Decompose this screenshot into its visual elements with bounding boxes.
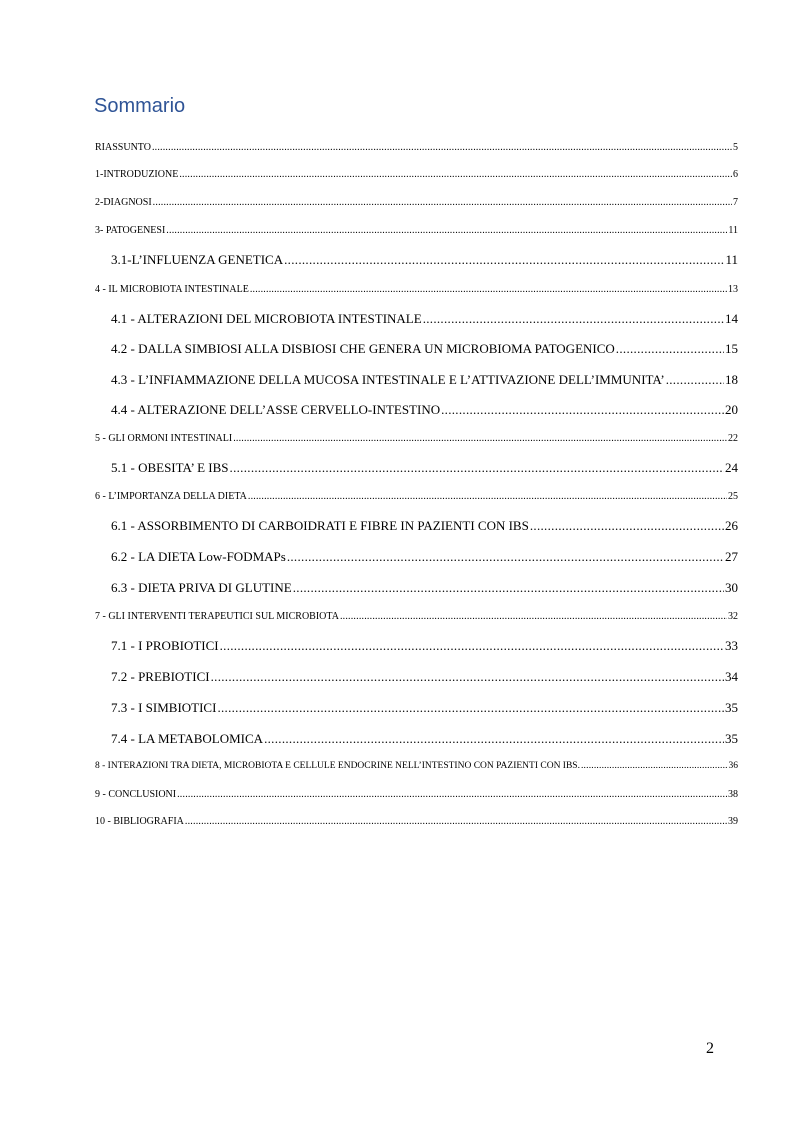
toc-subentry[interactable] bbox=[111, 252, 738, 268]
dot-leader bbox=[248, 491, 727, 502]
dot-leader bbox=[233, 433, 727, 444]
toc-entry-page: 20 bbox=[725, 402, 738, 417]
toc-subentry[interactable] bbox=[111, 700, 738, 716]
dot-leader bbox=[616, 341, 724, 357]
toc-entry-label: 4.4 - ALTERAZIONE DELL’ASSE CERVELLO-INTESTINO bbox=[111, 402, 441, 417]
toc-entry-label: 2-DIAGNOSI bbox=[95, 197, 152, 208]
toc-entry-page: 18 bbox=[725, 372, 738, 387]
toc-entry-page: 34 bbox=[725, 669, 738, 684]
toc-entry-page: 11 bbox=[725, 252, 738, 267]
dot-leader bbox=[250, 284, 727, 295]
toc-entry[interactable] bbox=[95, 433, 738, 444]
toc-entry-page: 5 bbox=[733, 142, 738, 153]
toc-title: Sommario bbox=[94, 95, 186, 117]
toc-entry-label: 9 - CONCLUSIONI bbox=[95, 789, 177, 800]
toc-entry[interactable] bbox=[95, 816, 738, 827]
toc-subentry[interactable] bbox=[111, 638, 738, 654]
dot-leader bbox=[340, 611, 727, 622]
toc-entry-label: RIASSUNTO bbox=[95, 142, 151, 153]
toc-entry-page: 7 bbox=[733, 197, 738, 208]
dot-leader bbox=[264, 731, 724, 747]
toc-entry-label: 7.2 - PREBIOTICI bbox=[111, 669, 210, 684]
toc-subentry[interactable] bbox=[111, 518, 738, 534]
toc-subentry[interactable] bbox=[111, 580, 738, 596]
toc-entry-label: 3- PATOGENESI bbox=[95, 225, 166, 236]
toc-entry-label: 3.1-L’INFLUENZA GENETICA bbox=[111, 252, 284, 267]
toc-subentry[interactable] bbox=[111, 311, 738, 327]
toc-entry-page: 24 bbox=[725, 460, 738, 475]
toc-entry-label: 7.4 - LA METABOLOMICA bbox=[111, 731, 264, 746]
dot-leader bbox=[230, 460, 724, 476]
toc-entry-label: 6.2 - LA DIETA Low-FODMAPs bbox=[111, 549, 286, 564]
toc-entry-page: 39 bbox=[728, 816, 738, 827]
toc-entry-page: 6 bbox=[733, 169, 738, 180]
toc-entry[interactable] bbox=[95, 491, 738, 502]
toc-entry[interactable] bbox=[95, 611, 738, 622]
toc-entry-page: 25 bbox=[728, 491, 738, 502]
toc-entry-page: 27 bbox=[725, 549, 738, 564]
toc-entry-page: 15 bbox=[725, 341, 738, 356]
toc-subentry[interactable] bbox=[111, 372, 738, 388]
toc-entry-label: 4.3 - L’INFIAMMAZIONE DELLA MUCOSA INTESTINALE E L’ATTIVAZIONE DELL’IMMUNITA’ bbox=[111, 372, 665, 387]
dot-leader bbox=[666, 372, 724, 388]
toc-entry-page: 22 bbox=[728, 433, 738, 444]
dot-leader bbox=[287, 549, 724, 565]
dot-leader bbox=[293, 580, 724, 596]
dot-leader bbox=[179, 169, 732, 180]
dot-leader bbox=[530, 518, 724, 534]
toc-entry-page: 35 bbox=[725, 731, 738, 746]
dot-leader bbox=[217, 700, 724, 716]
toc-entry-label: 4 - IL MICROBIOTA INTESTINALE bbox=[95, 284, 249, 295]
toc-entry-label: 6 - L’IMPORTANZA DELLA DIETA bbox=[95, 491, 247, 502]
page-number: 2 bbox=[706, 1040, 714, 1057]
dot-leader bbox=[581, 761, 728, 771]
toc-entry[interactable] bbox=[95, 284, 738, 295]
toc-entry-page: 35 bbox=[725, 700, 738, 715]
dot-leader bbox=[441, 402, 724, 418]
toc-subentry[interactable] bbox=[111, 731, 738, 747]
toc-subentry[interactable] bbox=[111, 460, 738, 476]
toc-entry-label: 6.3 - DIETA PRIVA DI GLUTINE bbox=[111, 580, 292, 595]
toc-subentry[interactable] bbox=[111, 402, 738, 418]
toc-entry-page: 11 bbox=[728, 225, 738, 236]
toc-entry[interactable] bbox=[95, 225, 738, 236]
dot-leader bbox=[177, 789, 727, 800]
dot-leader bbox=[153, 197, 732, 208]
dot-leader bbox=[423, 311, 724, 327]
toc-entry-label: 7 - GLI INTERVENTI TERAPEUTICI SUL MICROBIOTA bbox=[95, 611, 339, 622]
toc-entry[interactable] bbox=[95, 197, 738, 208]
toc-subentry[interactable] bbox=[111, 669, 738, 685]
toc-entry-page: 38 bbox=[728, 789, 738, 800]
toc-entry-label: 1-INTRODUZIONE bbox=[95, 169, 179, 180]
toc-entry-label: 10 - BIBLIOGRAFIA bbox=[95, 816, 184, 827]
toc-entry-page: 33 bbox=[725, 638, 738, 653]
toc-subentry[interactable] bbox=[111, 341, 738, 357]
toc-entry[interactable] bbox=[95, 761, 738, 771]
toc-entry-label: 7.3 - I SIMBIOTICI bbox=[111, 700, 217, 715]
toc-entry-label: 7.1 - I PROBIOTICI bbox=[111, 638, 219, 653]
toc-entry-page: 36 bbox=[728, 761, 738, 771]
toc-entry-label: 5.1 - OBESITA’ E IBS bbox=[111, 460, 229, 475]
toc-entry-label: 4.2 - DALLA SIMBIOSI ALLA DISBIOSI CHE GENERA UN MICROBIOMA PATOGENICO bbox=[111, 341, 615, 356]
toc-entry-page: 26 bbox=[725, 518, 738, 533]
toc-entry-label: 4.1 - ALTERAZIONI DEL MICROBIOTA INTESTINALE bbox=[111, 311, 422, 326]
dot-leader bbox=[220, 638, 724, 654]
toc-entry[interactable] bbox=[95, 789, 738, 800]
dot-leader bbox=[185, 816, 727, 827]
toc-entry-label: 6.1 - ASSORBIMENTO DI CARBOIDRATI E FIBRE IN PAZIENTI CON IBS bbox=[111, 518, 529, 533]
toc-entry-label: 5 - GLI ORMONI INTESTINALI bbox=[95, 433, 233, 444]
toc-entry[interactable] bbox=[95, 142, 738, 153]
toc-entry-page: 13 bbox=[728, 284, 738, 295]
toc-entry[interactable] bbox=[95, 169, 738, 180]
dot-leader bbox=[152, 142, 732, 153]
dot-leader bbox=[166, 225, 727, 236]
toc-entry-page: 32 bbox=[728, 611, 738, 622]
toc-entry-label: 8 - INTERAZIONI TRA DIETA, MICROBIOTA E CELLULE ENDOCRINE NELL’INTESTINO CON PAZIENTI CON IBS. bbox=[95, 761, 580, 771]
toc-subentry[interactable] bbox=[111, 549, 738, 565]
toc-entry-page: 30 bbox=[725, 580, 738, 595]
dot-leader bbox=[284, 252, 724, 268]
dot-leader bbox=[211, 669, 724, 685]
toc-entry-page: 14 bbox=[725, 311, 738, 326]
